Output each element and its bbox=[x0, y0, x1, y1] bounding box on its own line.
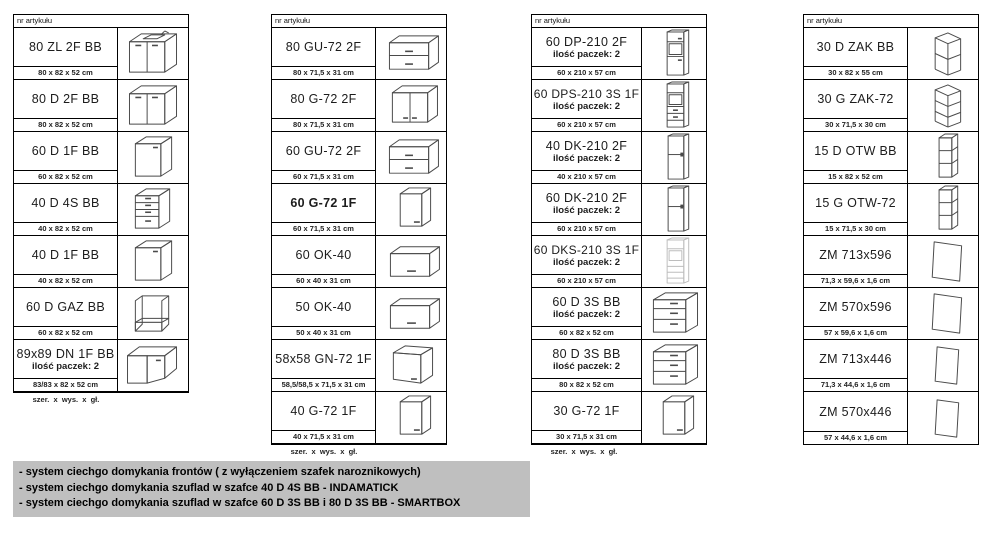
product-name-area bbox=[272, 80, 375, 118]
base-1door-icon bbox=[118, 132, 188, 183]
product-row bbox=[14, 236, 188, 288]
dimensions-legend: szer. x wys. x gł. bbox=[290, 447, 358, 456]
product-code: 60 D GAZ BB bbox=[25, 300, 106, 314]
shelf-open-narrow-icon bbox=[908, 184, 978, 235]
product-code: 40 G-72 1F bbox=[290, 404, 357, 418]
product-row bbox=[272, 132, 446, 184]
product-row bbox=[272, 80, 446, 132]
package-count: ilość paczek: 2 bbox=[552, 308, 621, 320]
tall-drawers-faint-icon bbox=[642, 236, 706, 287]
base-3drawer-icon bbox=[642, 288, 706, 339]
product-info-cell bbox=[804, 392, 908, 444]
package-count: ilość paczek: 2 bbox=[552, 100, 621, 112]
product-info-cell bbox=[272, 184, 376, 235]
product-code: 30 G ZAK-72 bbox=[817, 92, 894, 106]
product-dimensions: 60 x 210 x 57 cm bbox=[532, 66, 641, 79]
table-header-nr-artykulu: nr artykułu bbox=[804, 15, 978, 28]
product-dimensions: 80 x 82 x 52 cm bbox=[14, 66, 117, 79]
table-header-nr-artykulu: nr artykułu bbox=[532, 15, 706, 28]
product-row bbox=[804, 28, 978, 80]
product-code: 60 OK-40 bbox=[295, 248, 352, 262]
product-dimensions: 83/83 x 82 x 52 cm bbox=[14, 378, 117, 391]
base-3drawer-icon bbox=[642, 340, 706, 391]
product-name-area bbox=[804, 132, 907, 170]
product-info-cell bbox=[804, 80, 908, 131]
product-info-cell bbox=[532, 184, 642, 235]
tall-2door-icon bbox=[642, 184, 706, 235]
product-name-area bbox=[14, 80, 117, 118]
product-code: 40 DK-210 2F bbox=[545, 138, 628, 153]
product-code: ZM 713x596 bbox=[819, 248, 892, 262]
product-dimensions: 60 x 82 x 52 cm bbox=[532, 326, 641, 339]
product-dimensions: 80 x 82 x 52 cm bbox=[532, 378, 641, 391]
product-code: 60 D 1F BB bbox=[31, 144, 100, 158]
product-code: 40 D 4S BB bbox=[31, 196, 100, 210]
base-sink-2door-icon bbox=[118, 28, 188, 79]
wall-1door-icon bbox=[642, 392, 706, 443]
package-count: ilość paczek: 2 bbox=[552, 152, 621, 164]
product-dimensions: 15 x 82 x 52 cm bbox=[804, 170, 907, 183]
product-name-area bbox=[532, 80, 641, 118]
product-name-area bbox=[804, 392, 907, 431]
product-row bbox=[272, 340, 446, 392]
product-dimensions: 80 x 82 x 52 cm bbox=[14, 118, 117, 131]
product-dimensions: 57 x 44,6 x 1,6 cm bbox=[804, 431, 907, 444]
notes-block bbox=[13, 461, 530, 517]
product-name-area bbox=[14, 28, 117, 66]
product-row bbox=[804, 288, 978, 340]
product-row bbox=[532, 132, 706, 184]
product-code: 80 G-72 2F bbox=[290, 92, 357, 106]
panel-wide-icon bbox=[908, 236, 978, 287]
product-dimensions: 50 x 40 x 31 cm bbox=[272, 326, 375, 339]
product-info-cell bbox=[532, 236, 642, 287]
product-code: 80 D 3S BB bbox=[552, 346, 621, 361]
product-code: 15 G OTW-72 bbox=[815, 196, 896, 210]
product-code: 60 DK-210 2F bbox=[545, 190, 628, 205]
package-count: ilość paczek: 2 bbox=[552, 256, 621, 268]
product-dimensions: 60 x 71,5 x 31 cm bbox=[272, 222, 375, 235]
product-name-area bbox=[14, 340, 117, 378]
product-dimensions: 60 x 40 x 31 cm bbox=[272, 274, 375, 287]
product-row bbox=[804, 132, 978, 184]
product-info-cell bbox=[532, 288, 642, 339]
product-row bbox=[272, 392, 446, 444]
product-info-cell bbox=[272, 28, 376, 79]
wall-1flap-icon bbox=[376, 288, 446, 339]
product-dimensions: 30 x 82 x 55 cm bbox=[804, 66, 907, 79]
product-code: 60 DPS-210 3S 1F bbox=[533, 86, 640, 101]
product-info-cell bbox=[804, 236, 908, 287]
product-name-area bbox=[532, 288, 641, 326]
wall-1flap-icon bbox=[376, 236, 446, 287]
product-name-area bbox=[804, 288, 907, 326]
product-info-cell bbox=[804, 184, 908, 235]
product-dimensions: 40 x 71,5 x 31 cm bbox=[272, 430, 375, 443]
product-code: ZM 570x446 bbox=[819, 404, 892, 419]
product-dimensions: 60 x 210 x 57 cm bbox=[532, 222, 641, 235]
product-code: 58x58 GN-72 1F bbox=[275, 352, 372, 366]
note-line: - system ciechgo domykania frontów ( z wyłączeniem szafek naroznikowych) bbox=[19, 466, 421, 478]
product-code: 89x89 DN 1F BB bbox=[16, 346, 115, 361]
panel-narrow-icon bbox=[908, 392, 978, 444]
product-code: 30 G-72 1F bbox=[553, 404, 620, 418]
package-count: ilość paczek: 2 bbox=[552, 48, 621, 60]
catalog-table bbox=[271, 14, 447, 456]
shelf-open-narrow-icon bbox=[908, 132, 978, 183]
product-info-cell bbox=[532, 340, 642, 391]
product-row bbox=[272, 184, 446, 236]
catalog-table bbox=[13, 14, 189, 404]
catalog-table bbox=[803, 14, 979, 445]
product-info-cell bbox=[272, 288, 376, 339]
product-code: 80 GU-72 2F bbox=[285, 40, 362, 54]
wall-1door-icon bbox=[376, 184, 446, 235]
product-row bbox=[532, 288, 706, 340]
product-code: 60 DKS-210 3S 1F bbox=[533, 242, 640, 257]
product-row bbox=[532, 80, 706, 132]
package-count: ilość paczek: 2 bbox=[552, 204, 621, 216]
product-info-cell bbox=[14, 236, 118, 287]
product-dimensions: 60 x 210 x 57 cm bbox=[532, 274, 641, 287]
product-name-area bbox=[14, 288, 117, 326]
product-row bbox=[532, 28, 706, 80]
product-dimensions: 30 x 71,5 x 30 cm bbox=[804, 118, 907, 131]
product-row bbox=[804, 340, 978, 392]
tall-2door-icon bbox=[642, 132, 706, 183]
product-dimensions: 40 x 210 x 57 cm bbox=[532, 170, 641, 183]
product-dimensions: 57 x 59,6 x 1,6 cm bbox=[804, 326, 907, 339]
product-row bbox=[14, 340, 188, 392]
product-name-area bbox=[804, 236, 907, 274]
product-row bbox=[804, 184, 978, 236]
panel-narrow-icon bbox=[908, 340, 978, 391]
product-code: 60 DP-210 2F bbox=[545, 34, 628, 49]
product-row bbox=[532, 392, 706, 444]
product-info-cell bbox=[14, 340, 118, 391]
product-name-area bbox=[272, 184, 375, 222]
product-name-area bbox=[272, 340, 375, 378]
panel-wide-icon bbox=[908, 288, 978, 339]
product-code: ZM 570x596 bbox=[819, 300, 892, 314]
product-dimensions: 60 x 82 x 52 cm bbox=[14, 326, 117, 339]
wall-1door-icon bbox=[376, 392, 446, 443]
product-name-area bbox=[272, 132, 375, 170]
product-dimensions: 80 x 71,5 x 31 cm bbox=[272, 118, 375, 131]
product-dimensions: 60 x 210 x 57 cm bbox=[532, 118, 641, 131]
tall-oven-drawers-icon bbox=[642, 80, 706, 131]
product-row bbox=[14, 288, 188, 340]
note-line: - system ciechgo domykania szuflad w szafce 60 D 3S BB i 80 D 3S BB - SMARTBOX bbox=[19, 497, 461, 509]
product-row bbox=[14, 28, 188, 80]
product-code: 15 D OTW BB bbox=[814, 144, 897, 158]
base-gas-open-icon bbox=[118, 288, 188, 339]
product-row bbox=[532, 236, 706, 288]
note-line: - system ciechgo domykania szuflad w szafce 40 D 4S BB - INDAMATICK bbox=[19, 481, 399, 494]
product-name-area bbox=[14, 236, 117, 274]
wall-2door-icon bbox=[376, 80, 446, 131]
product-row bbox=[272, 28, 446, 80]
product-info-cell bbox=[804, 28, 908, 79]
product-name-area bbox=[804, 340, 907, 378]
catalog-table bbox=[531, 14, 707, 456]
product-row bbox=[14, 132, 188, 184]
product-dimensions: 60 x 71,5 x 31 cm bbox=[272, 170, 375, 183]
product-info-cell bbox=[532, 132, 642, 183]
product-code: 40 D 1F BB bbox=[31, 248, 100, 262]
product-dimensions: 40 x 82 x 52 cm bbox=[14, 222, 117, 235]
product-info-cell bbox=[14, 28, 118, 79]
shelf-angled-2-icon bbox=[908, 28, 978, 79]
table-header-nr-artykulu: nr artykułu bbox=[272, 15, 446, 28]
product-code: 80 ZL 2F BB bbox=[28, 40, 102, 54]
product-code: 60 G-72 1F bbox=[290, 196, 357, 210]
product-name-area bbox=[272, 28, 375, 66]
product-dimensions: 15 x 71,5 x 30 cm bbox=[804, 222, 907, 235]
product-info-cell bbox=[532, 392, 642, 443]
product-code: 50 OK-40 bbox=[295, 300, 352, 314]
product-name-area bbox=[804, 80, 907, 118]
product-row bbox=[14, 184, 188, 236]
product-info-cell bbox=[532, 28, 642, 79]
product-dimensions: 71,3 x 44,6 x 1,6 cm bbox=[804, 378, 907, 391]
product-code: ZM 713x446 bbox=[819, 352, 892, 366]
product-dimensions: 80 x 71,5 x 31 cm bbox=[272, 66, 375, 79]
product-code: 30 D ZAK BB bbox=[816, 40, 895, 54]
product-row bbox=[272, 288, 446, 340]
table-header-nr-artykulu: nr artykułu bbox=[14, 15, 188, 28]
package-count: ilość paczek: 2 bbox=[552, 360, 621, 372]
product-name-area bbox=[532, 392, 641, 430]
product-name-area bbox=[272, 392, 375, 430]
corner-wall-icon bbox=[376, 340, 446, 391]
shelf-angled-3-icon bbox=[908, 80, 978, 131]
product-row bbox=[272, 236, 446, 288]
product-name-area bbox=[804, 184, 907, 222]
product-row bbox=[804, 80, 978, 132]
product-name-area bbox=[532, 132, 641, 170]
product-info-cell bbox=[14, 132, 118, 183]
product-name-area bbox=[804, 28, 907, 66]
product-info-cell bbox=[14, 288, 118, 339]
product-dimensions: 58,5/58,5 x 71,5 x 31 cm bbox=[272, 378, 375, 391]
product-info-cell bbox=[14, 80, 118, 131]
base-2door-icon bbox=[118, 80, 188, 131]
product-dimensions: 30 x 71,5 x 31 cm bbox=[532, 430, 641, 443]
product-info-cell bbox=[272, 340, 376, 391]
wall-2flap-icon bbox=[376, 28, 446, 79]
product-info-cell bbox=[272, 392, 376, 443]
dimensions-legend: szer. x wys. x gł. bbox=[550, 447, 618, 456]
product-info-cell bbox=[804, 340, 908, 391]
package-count: ilość paczek: 2 bbox=[31, 360, 100, 372]
product-info-cell bbox=[532, 80, 642, 131]
product-code: 80 D 2F BB bbox=[31, 92, 100, 106]
tall-oven-icon bbox=[642, 28, 706, 79]
product-dimensions: 60 x 82 x 52 cm bbox=[14, 170, 117, 183]
product-info-cell bbox=[804, 288, 908, 339]
product-code: 60 D 3S BB bbox=[552, 294, 621, 309]
product-info-cell bbox=[14, 184, 118, 235]
base-4drawer-icon bbox=[118, 184, 188, 235]
product-code: 60 GU-72 2F bbox=[285, 144, 362, 158]
product-name-area bbox=[532, 184, 641, 222]
base-1door-icon bbox=[118, 236, 188, 287]
wall-2flap-icon bbox=[376, 132, 446, 183]
product-name-area bbox=[272, 288, 375, 326]
product-info-cell bbox=[804, 132, 908, 183]
product-info-cell bbox=[272, 236, 376, 287]
product-row bbox=[804, 392, 978, 444]
product-row bbox=[532, 184, 706, 236]
product-row bbox=[14, 80, 188, 132]
product-name-area bbox=[532, 28, 641, 66]
product-dimensions: 40 x 82 x 52 cm bbox=[14, 274, 117, 287]
corner-base-icon bbox=[118, 340, 188, 391]
product-info-cell bbox=[272, 132, 376, 183]
product-name-area bbox=[532, 340, 641, 378]
product-dimensions: 71,3 x 59,6 x 1,6 cm bbox=[804, 274, 907, 287]
product-name-area bbox=[532, 236, 641, 274]
product-name-area bbox=[272, 236, 375, 274]
product-info-cell bbox=[272, 80, 376, 131]
product-name-area bbox=[14, 184, 117, 222]
product-row bbox=[804, 236, 978, 288]
product-row bbox=[532, 340, 706, 392]
product-name-area bbox=[14, 132, 117, 170]
dimensions-legend: szer. x wys. x gł. bbox=[32, 395, 100, 404]
